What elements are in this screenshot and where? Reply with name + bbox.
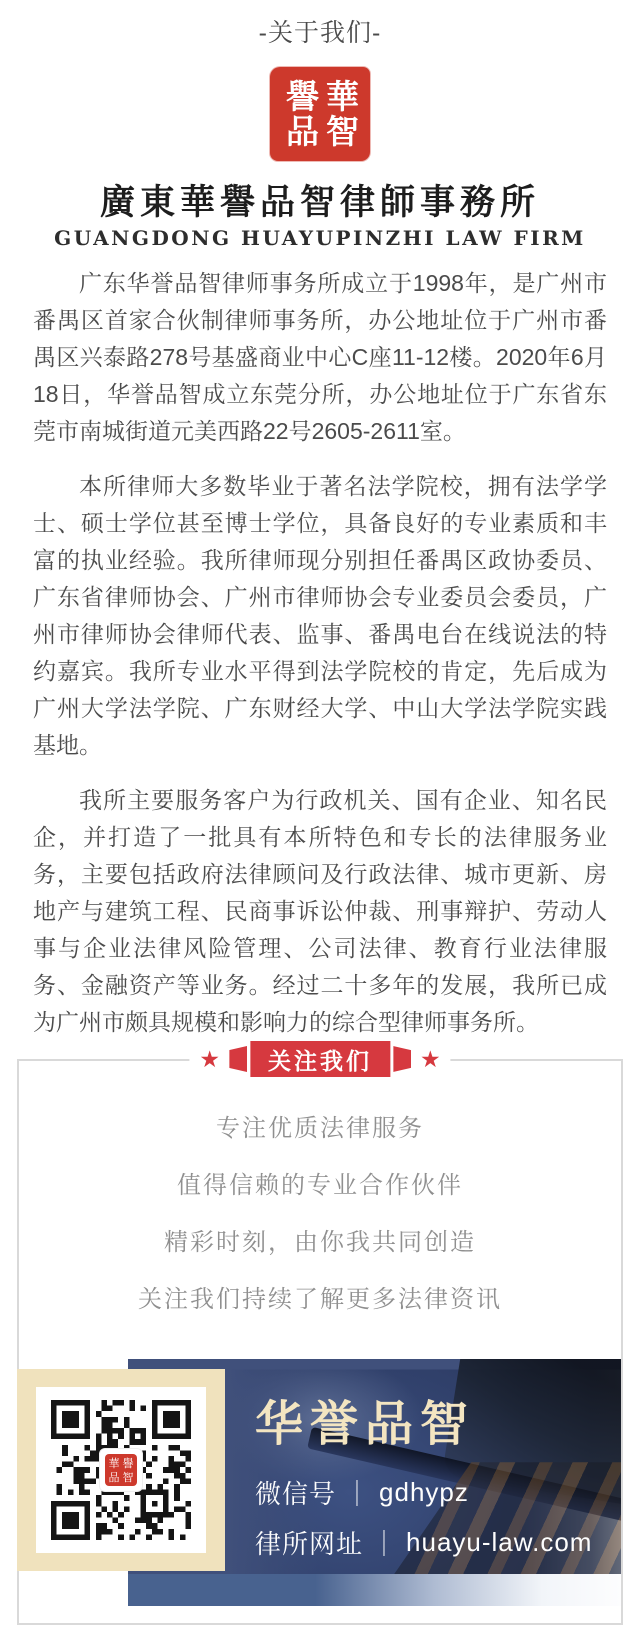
separator-bar: ｜ [371, 1529, 399, 1559]
slogan-list [19, 1097, 621, 1325]
wechat-value: gdhypz [379, 1477, 469, 1507]
about-text [33, 265, 607, 1041]
website-label: 律所网址 [255, 1529, 364, 1559]
about-paragraph-2: 本所律师大多数毕业于著名法学院校，拥有法学学士、硕士学位甚至博士学位，具备良好的专业素质和丰富的执业经验。我所律师现分别担任番禺区政协委员、广东省律师协会、广州市律师协会专业委员会委员，广州市律师协会律师代表、监事、番禺电台在线说法的特约嘉宾。我所专业水平得到法学院校的肯定，先后成为广州大学法学院、广东财经大学、中山大学法学院实践基地。 [33, 473, 607, 758]
about-paragraph-3: 我所主要服务客户为行政机关、国有企业、知名民企，并打造了一批具有本所特色和专长的法律服务业务，主要包括政府法律顾问及行政法律、城市更新、房地产与建筑工程、民商事诉讼仲裁、刑事辩护、劳动人事与企业法律风险管理、公司法律、教育行业法律服务、金融资产等业务。经过二十多年的发展，我所已成为广州市颇具规模和影响力的综合型律师事务所。 [33, 787, 607, 1035]
wechat-label: 微信号 [255, 1479, 337, 1509]
separator-bar: ｜ [344, 1479, 372, 1509]
page-title: -关于我们- [258, 19, 382, 47]
slogan-line-2: 值得信赖的专业合作伙伴 [177, 1172, 463, 1199]
card-text [255, 1385, 592, 1561]
firm-name-en: GUANGDONG HUAYUPINZHI LAW FIRM [54, 226, 586, 250]
qr-center-seal [100, 1449, 142, 1491]
seal-left-column: 譽品 [281, 79, 320, 149]
promo-card [19, 1359, 621, 1606]
about-paragraph-1: 广东华誉品智律师事务所成立于1998年，是广州市番禺区首家合伙制律师事务所，办公地址位于广州市番禺区兴泰路278号基盛商业中心C座11-12楼。2020年6月18日，华誉品智成立东莞分所，办公地址位于广东省东莞市南城街道元美西路22号2605-2611室。 [33, 270, 607, 444]
ribbon-label: 关注我们 [250, 1041, 390, 1077]
qr-center-seal-chars: 華譽品智 [105, 1454, 137, 1486]
qr-frame [17, 1369, 225, 1571]
slogan-line-3: 精彩时刻，由你我共同创造 [164, 1229, 476, 1256]
slogan-line-1: 专注优质法律服务 [216, 1115, 424, 1142]
qr-holder [51, 1400, 191, 1540]
ribbon-tail-right [393, 1046, 411, 1072]
website-line [255, 1524, 592, 1561]
ribbon-tail-left [229, 1046, 247, 1072]
qr-panel [36, 1387, 206, 1553]
wechat-line [255, 1474, 592, 1511]
website-value: huayu-law.com [406, 1527, 593, 1557]
gradient-band [128, 1574, 621, 1606]
seal-right-column: 華智 [320, 79, 360, 149]
firm-seal-logo [270, 67, 370, 161]
follow-section [17, 1045, 623, 1625]
card-brand-name: 华誉品智 [255, 1398, 476, 1451]
follow-box [17, 1059, 623, 1625]
star-icon-right: ★ [420, 1045, 441, 1072]
slogan-line-4: 关注我们持续了解更多法律资讯 [138, 1286, 502, 1313]
follow-ribbon [189, 1037, 450, 1081]
star-icon-left: ★ [199, 1045, 220, 1072]
firm-name-cn: 廣東華譽品智律師事務所 [99, 182, 540, 223]
